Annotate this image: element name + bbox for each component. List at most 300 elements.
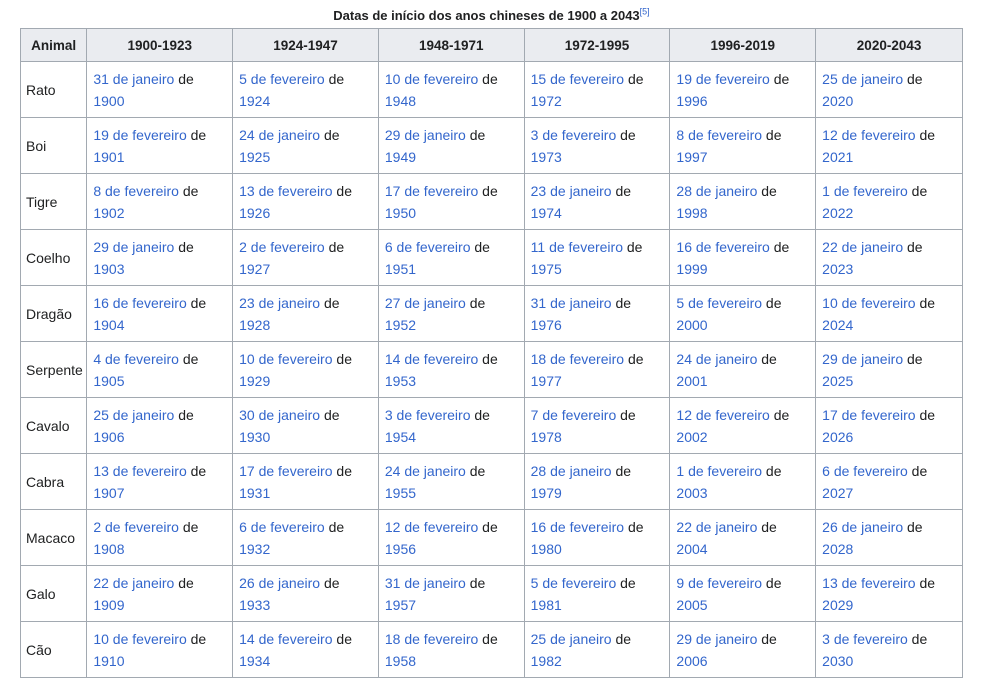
table-header-row [21,29,963,62]
date-link[interactable]: 6 de fevereiro [384,238,471,255]
date-cell [233,622,379,678]
date-link[interactable]: 17 de fevereiro [239,462,333,479]
date-link[interactable]: 29 de janeiro [384,126,466,143]
caption-text: Datas de início dos anos chineses de 1900 a 2043 [333,8,640,23]
date-link[interactable]: 11 de fevereiro [530,238,623,255]
date-connector: de [615,294,632,311]
year-link[interactable]: 2006 [676,652,708,669]
animal-cell: Macaco [21,510,87,566]
year-link[interactable]: 1950 [384,204,417,221]
date-link[interactable]: 12 de fevereiro [384,518,479,535]
date-connector: de [907,518,923,535]
date-cell [378,174,524,230]
year-link[interactable]: 1978 [530,428,562,445]
date-connector: de [323,126,340,143]
date-connector: de [907,350,923,367]
date-connector: de [178,238,194,255]
date-link[interactable]: 1 de fevereiro [676,462,763,479]
year-link[interactable]: 1929 [239,372,271,389]
header-period: 1948-1971 [378,29,524,62]
year-link[interactable]: 2027 [822,484,854,501]
date-connector: de [919,126,936,143]
date-connector: de [761,518,777,535]
date-connector: de [615,630,632,647]
date-connector: de [328,518,345,535]
table-row [21,62,963,118]
year-link[interactable]: 1902 [93,204,125,221]
date-link[interactable]: 16 de fevereiro [93,294,187,311]
date-link[interactable]: 25 de janeiro [93,406,175,423]
date-link[interactable]: 5 de fevereiro [676,294,763,311]
date-cell [378,510,524,566]
date-link[interactable]: 13 de fevereiro [239,182,333,199]
year-link[interactable]: 1900 [93,92,125,109]
date-link[interactable]: 18 de fevereiro [530,350,625,367]
year-link[interactable]: 2023 [822,260,854,277]
date-link[interactable]: 10 de fevereiro [822,294,916,311]
date-connector: de [615,462,632,479]
date-cell [524,286,670,342]
date-cell [524,622,670,678]
date-connector: de [919,294,936,311]
year-link[interactable]: 2020 [822,92,854,109]
year-link[interactable]: 1927 [239,260,271,277]
year-link[interactable]: 1904 [93,316,125,333]
date-connector: de [182,518,199,535]
year-link[interactable]: 1930 [239,428,271,445]
year-link[interactable]: 1974 [530,204,562,221]
date-link[interactable]: 26 de janeiro [239,574,321,591]
animal-cell: Coelho [21,230,87,286]
date-link[interactable]: 9 de fevereiro [676,574,763,591]
date-connector: de [620,126,636,143]
date-cell [233,398,379,454]
year-link[interactable]: 1933 [239,596,271,613]
date-connector: de [328,238,345,255]
year-link[interactable]: 1999 [676,260,708,277]
date-cell [670,230,816,286]
year-link[interactable]: 1955 [384,484,417,501]
chinese-years-table-container [20,0,963,678]
date-link[interactable]: 22 de janeiro [676,518,758,535]
date-connector: de [482,182,498,199]
date-cell [670,622,816,678]
date-cell [233,62,379,118]
date-connector: de [907,238,923,255]
table-row [21,286,963,342]
date-connector: de [178,406,194,423]
date-connector: de [620,574,636,591]
animal-cell: Dragão [21,286,87,342]
date-link[interactable]: 4 de fevereiro [93,350,179,367]
date-connector: de [469,574,486,591]
date-link[interactable]: 13 de fevereiro [93,462,187,479]
table-row [21,510,963,566]
date-cell [524,230,670,286]
date-cell [378,230,524,286]
date-connector: de [190,126,207,143]
year-link[interactable]: 2003 [676,484,708,501]
date-connector: de [328,70,345,87]
header-period: 1996-2019 [670,29,816,62]
table-row [21,174,963,230]
date-connector: de [474,238,490,255]
date-link[interactable]: 31 de janeiro [93,70,175,87]
date-link[interactable]: 25 de janeiro [530,630,612,647]
date-link[interactable]: 28 de janeiro [676,182,758,199]
date-connector: de [469,294,486,311]
date-cell [670,454,816,510]
date-link[interactable]: 2 de fevereiro [93,518,179,535]
date-connector: de [615,182,632,199]
year-link[interactable]: 1907 [93,484,125,501]
date-link[interactable]: 24 de janeiro [239,126,321,143]
date-cell [233,454,379,510]
date-cell [816,342,963,398]
date-link[interactable]: 26 de janeiro [822,518,904,535]
date-cell [816,454,963,510]
date-cell [233,174,379,230]
date-cell [233,342,379,398]
date-cell [670,118,816,174]
date-link[interactable]: 13 de fevereiro [822,574,916,591]
date-cell [524,62,670,118]
year-link[interactable]: 1934 [239,652,271,669]
year-link[interactable]: 1958 [384,652,417,669]
animal-cell: Rato [21,62,87,118]
date-cell [670,510,816,566]
table-caption [20,0,963,28]
date-link[interactable]: 25 de janeiro [822,70,904,87]
year-link[interactable]: 1926 [239,204,271,221]
date-link[interactable]: 19 de fevereiro [93,126,187,143]
date-link[interactable]: 24 de janeiro [676,350,758,367]
date-cell [87,622,233,678]
table-row [21,398,963,454]
date-connector: de [761,350,777,367]
date-connector: de [323,406,340,423]
date-cell [87,230,233,286]
date-link[interactable]: 31 de janeiro [384,574,466,591]
date-connector: de [482,70,498,87]
header-period: 1972-1995 [524,29,670,62]
date-connector: de [469,462,486,479]
date-cell [670,566,816,622]
date-connector: de [627,518,644,535]
year-link[interactable]: 2005 [676,596,708,613]
date-link[interactable]: 16 de fevereiro [676,238,770,255]
date-cell [378,118,524,174]
date-cell [670,286,816,342]
year-link[interactable]: 1908 [93,540,125,557]
date-cell [87,118,233,174]
date-link[interactable]: 14 de fevereiro [239,630,333,647]
date-connector: de [336,182,352,199]
animal-cell: Serpente [21,342,87,398]
date-connector: de [773,406,790,423]
date-connector: de [919,406,936,423]
date-cell [816,510,963,566]
date-cell [233,510,379,566]
date-cell [378,62,524,118]
year-link[interactable]: 1976 [530,316,562,333]
date-link[interactable]: 19 de fevereiro [676,70,770,87]
date-link[interactable]: 14 de fevereiro [384,350,479,367]
date-cell [670,174,816,230]
date-cell [87,454,233,510]
year-link[interactable]: 1906 [93,428,125,445]
header-animal: Animal [21,29,87,62]
date-link[interactable]: 3 de fevereiro [384,406,471,423]
date-link[interactable]: 17 de fevereiro [384,182,479,199]
date-link[interactable]: 15 de fevereiro [530,70,625,87]
date-connector: de [773,70,790,87]
date-connector: de [627,350,644,367]
year-link[interactable]: 2022 [822,204,854,221]
date-cell [87,174,233,230]
date-link[interactable]: 29 de janeiro [93,238,175,255]
date-cell [233,230,379,286]
date-connector: de [482,350,498,367]
date-link[interactable]: 8 de fevereiro [93,182,179,199]
date-cell [233,118,379,174]
table-body [21,62,963,678]
year-link[interactable]: 1903 [93,260,125,277]
date-cell [816,118,963,174]
date-connector: de [773,238,790,255]
date-cell [670,62,816,118]
date-cell [524,118,670,174]
date-connector: de [178,574,194,591]
date-connector: de [761,182,777,199]
date-connector: de [911,630,928,647]
animal-cell: Cavalo [21,398,87,454]
date-cell [524,342,670,398]
year-link[interactable]: 1954 [384,428,417,445]
date-cell [524,566,670,622]
date-link[interactable]: 5 de fevereiro [530,574,617,591]
chinese-years-table [20,28,963,678]
year-link[interactable]: 1981 [530,596,562,613]
date-link[interactable]: 24 de janeiro [384,462,466,479]
year-link[interactable]: 1953 [384,372,417,389]
year-link[interactable]: 2026 [822,428,854,445]
date-cell [378,566,524,622]
year-link[interactable]: 2001 [676,372,708,389]
year-link[interactable]: 1949 [384,148,417,165]
date-cell [816,622,963,678]
year-link[interactable]: 1925 [239,148,271,165]
date-connector: de [482,518,498,535]
date-connector: de [765,126,782,143]
year-link[interactable]: 1952 [384,316,417,333]
date-link[interactable]: 10 de fevereiro [239,350,333,367]
date-link[interactable]: 27 de janeiro [384,294,466,311]
year-link[interactable]: 1980 [530,540,562,557]
date-connector: de [469,126,486,143]
date-link[interactable]: 29 de janeiro [822,350,904,367]
animal-cell: Cabra [21,454,87,510]
date-cell [524,398,670,454]
table-row [21,342,963,398]
year-link[interactable]: 1997 [676,148,708,165]
date-cell [378,454,524,510]
date-connector: de [919,574,936,591]
date-link[interactable]: 12 de fevereiro [676,406,770,423]
date-connector: de [178,70,194,87]
date-connector: de [620,406,636,423]
date-connector: de [336,630,352,647]
date-cell [87,62,233,118]
date-connector: de [474,406,490,423]
date-connector: de [765,574,782,591]
year-link[interactable]: 1979 [530,484,562,501]
date-connector: de [627,70,644,87]
animal-cell: Tigre [21,174,87,230]
date-link[interactable]: 17 de fevereiro [822,406,916,423]
date-connector: de [911,182,928,199]
date-link[interactable]: 6 de fevereiro [822,462,908,479]
year-link[interactable]: 2024 [822,316,854,333]
date-cell [524,174,670,230]
date-link[interactable]: 23 de janeiro [530,182,612,199]
year-link[interactable]: 1928 [239,316,271,333]
table-row [21,454,963,510]
year-link[interactable]: 1901 [93,148,125,165]
date-link[interactable]: 30 de janeiro [239,406,321,423]
year-link[interactable]: 1973 [530,148,562,165]
year-link[interactable]: 1905 [93,372,125,389]
date-cell [87,398,233,454]
year-link[interactable]: 1982 [530,652,562,669]
date-connector: de [626,238,643,255]
year-link[interactable]: 2030 [822,652,854,669]
date-cell [524,454,670,510]
year-link[interactable]: 1951 [384,260,417,277]
date-link[interactable]: 16 de fevereiro [530,518,625,535]
table-row [21,230,963,286]
date-cell [670,398,816,454]
date-cell [87,566,233,622]
year-link[interactable]: 1998 [676,204,708,221]
year-link[interactable]: 1975 [530,260,562,277]
animal-cell: Boi [21,118,87,174]
date-connector: de [336,462,352,479]
year-link[interactable]: 1932 [239,540,271,557]
date-cell [378,622,524,678]
date-link[interactable]: 10 de fevereiro [93,630,187,647]
date-cell [816,62,963,118]
date-link[interactable]: 23 de janeiro [239,294,321,311]
date-connector: de [336,350,352,367]
date-connector: de [482,630,498,647]
date-link[interactable]: 18 de fevereiro [384,630,479,647]
date-cell [524,510,670,566]
table-row [21,566,963,622]
year-link[interactable]: 1924 [239,92,271,109]
year-link[interactable]: 1996 [676,92,708,109]
date-link[interactable]: 29 de janeiro [676,630,758,647]
date-cell [816,286,963,342]
date-cell [87,286,233,342]
date-link[interactable]: 3 de fevereiro [822,630,908,647]
date-cell [816,398,963,454]
year-link[interactable]: 1948 [384,92,417,109]
date-cell [816,174,963,230]
year-link[interactable]: 1956 [384,540,417,557]
year-link[interactable]: 2029 [822,596,854,613]
animal-cell: Galo [21,566,87,622]
table-row [21,622,963,678]
date-link[interactable]: 3 de fevereiro [530,126,617,143]
date-connector: de [907,70,923,87]
year-link[interactable]: 1909 [93,596,125,613]
caption-reference-link[interactable]: [5] [639,6,650,17]
date-link[interactable]: 8 de fevereiro [676,126,763,143]
date-cell [233,566,379,622]
date-link[interactable]: 28 de janeiro [530,462,612,479]
animal-cell: Cão [21,622,87,678]
date-connector: de [323,294,340,311]
date-connector: de [190,630,207,647]
date-cell [816,566,963,622]
date-link[interactable]: 2 de fevereiro [239,238,325,255]
year-link[interactable]: 2025 [822,372,854,389]
date-cell [378,342,524,398]
table-row [21,118,963,174]
date-connector: de [765,462,782,479]
header-period: 1900-1923 [87,29,233,62]
date-link[interactable]: 22 de janeiro [93,574,175,591]
date-link[interactable]: 6 de fevereiro [239,518,325,535]
year-link[interactable]: 2021 [822,148,854,165]
date-cell [87,342,233,398]
header-period: 1924-1947 [233,29,379,62]
header-period: 2020-2043 [816,29,963,62]
date-connector: de [761,630,777,647]
date-link[interactable]: 10 de fevereiro [384,70,479,87]
date-connector: de [765,294,782,311]
date-connector: de [911,462,928,479]
year-link[interactable]: 1957 [384,596,417,613]
date-connector: de [182,182,199,199]
date-cell [233,286,379,342]
year-link[interactable]: 1977 [530,372,562,389]
date-link[interactable]: 7 de fevereiro [530,406,617,423]
date-link[interactable]: 5 de fevereiro [239,70,325,87]
date-connector: de [323,574,340,591]
year-link[interactable]: 2028 [822,540,854,557]
date-link[interactable]: 31 de janeiro [530,294,612,311]
year-link[interactable]: 2002 [676,428,708,445]
date-link[interactable]: 12 de fevereiro [822,126,916,143]
year-link[interactable]: 1910 [93,652,125,669]
date-cell [378,286,524,342]
date-connector: de [182,350,199,367]
year-link[interactable]: 1972 [530,92,562,109]
date-cell [670,342,816,398]
date-link[interactable]: 22 de janeiro [822,238,904,255]
year-link[interactable]: 2000 [676,316,708,333]
date-cell [378,398,524,454]
year-link[interactable]: 2004 [676,540,708,557]
year-link[interactable]: 1931 [239,484,271,501]
date-connector: de [190,294,207,311]
date-link[interactable]: 1 de fevereiro [822,182,908,199]
date-cell [87,510,233,566]
date-cell [816,230,963,286]
date-connector: de [190,462,207,479]
